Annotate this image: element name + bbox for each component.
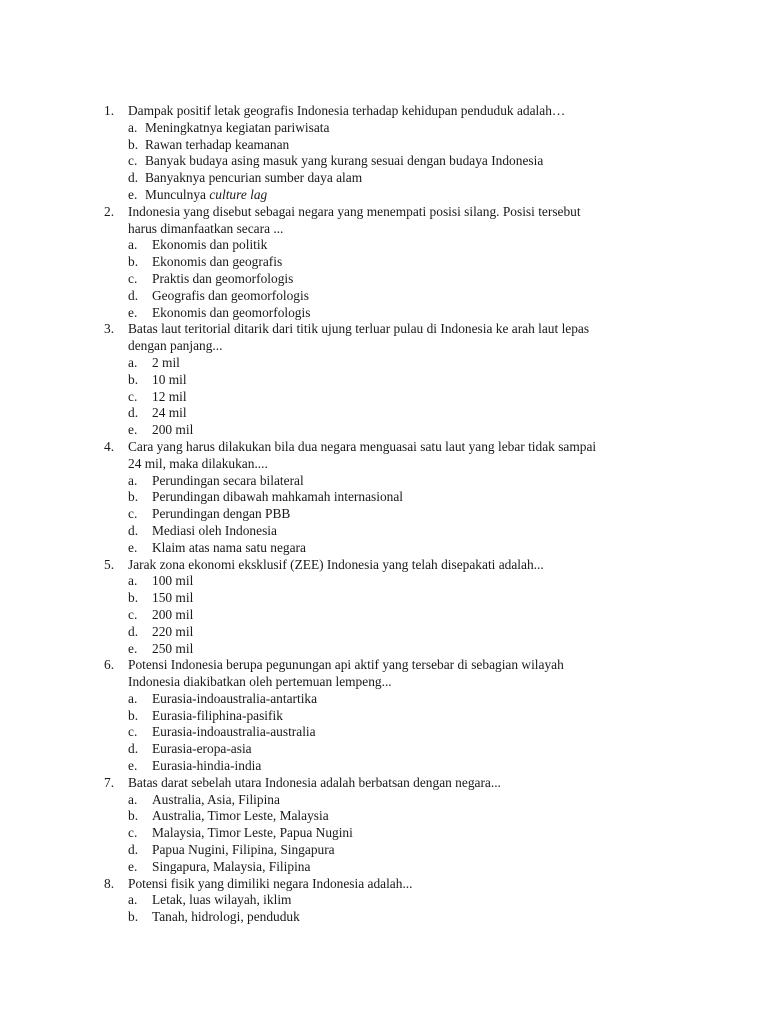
question-line — [0, 221, 768, 238]
option-letter: b. — [128, 254, 139, 270]
option-text — [145, 170, 362, 187]
question-text: Potensi Indonesia berupa pegunungan api aktif yang tersebar di sebagian wilayah — [128, 657, 564, 673]
option-text — [152, 758, 261, 775]
question-item — [0, 439, 768, 557]
question-text: Indonesia yang disebut sebagai negara yang menempati posisi silang. Posisi tersebut — [128, 203, 581, 219]
option-text — [152, 708, 283, 725]
option-text — [152, 691, 317, 708]
answer-option — [0, 792, 768, 809]
question-number: 8. — [104, 875, 115, 891]
answer-option — [0, 607, 768, 624]
option-text-main: Papua Nugini, Filipina, Singapura — [152, 842, 335, 858]
answer-option — [0, 254, 768, 271]
option-letter: a. — [128, 791, 138, 807]
option-text-main: Perundingan dibawah mahkamah internasional — [152, 489, 404, 505]
option-text-main: Eurasia-filiphina-pasifik — [152, 707, 283, 723]
option-text-main: Banyaknya pencurian sumber daya alam — [145, 170, 363, 186]
option-text — [152, 859, 310, 876]
option-text-main: 12 mil — [152, 388, 187, 404]
answer-option — [0, 909, 768, 926]
option-letter: a. — [128, 119, 138, 135]
question-text: Batas darat sebelah utara Indonesia adalah berbatsan dengan negara... — [128, 774, 501, 790]
option-letter: a. — [128, 354, 138, 370]
option-letter: b. — [128, 590, 139, 606]
question-number: 6. — [104, 657, 115, 673]
question-line — [0, 657, 768, 674]
option-letter: c. — [128, 724, 138, 740]
option-letter: b. — [128, 136, 139, 152]
option-letter: d. — [128, 170, 139, 186]
option-text — [145, 153, 543, 170]
option-text-main: Munculnya — [145, 186, 210, 202]
option-text — [152, 405, 187, 422]
option-text-main: Ekonomis dan politik — [152, 237, 268, 253]
option-text — [152, 741, 252, 758]
option-text — [152, 808, 329, 825]
option-text-main: Meningkatnya kegiatan pariwisata — [145, 119, 330, 135]
option-letter: e. — [128, 186, 138, 202]
option-text — [152, 909, 300, 926]
question-number: 3. — [104, 321, 115, 337]
answer-option — [0, 422, 768, 439]
option-text-main: 24 mil — [152, 405, 187, 421]
option-text-main: 250 mil — [152, 640, 194, 656]
answer-option — [0, 506, 768, 523]
option-text-main: Eurasia-hindia-india — [152, 758, 262, 774]
question-text: Indonesia diakibatkan oleh pertemuan lempeng... — [128, 674, 392, 690]
option-text — [152, 724, 316, 741]
answer-option — [0, 758, 768, 775]
answer-option — [0, 590, 768, 607]
option-text — [152, 607, 193, 624]
answer-option — [0, 842, 768, 859]
option-letter: d. — [128, 741, 139, 757]
option-letter: c. — [128, 506, 138, 522]
question-text: Potensi fisik yang dimiliki negara Indonesia adalah... — [128, 875, 413, 891]
option-text-main: 150 mil — [152, 590, 194, 606]
question-number: 4. — [104, 438, 115, 454]
option-letter: d. — [128, 623, 139, 639]
question-item — [0, 103, 768, 204]
option-text — [152, 506, 290, 523]
option-text — [152, 389, 187, 406]
option-text — [152, 540, 306, 557]
option-text-main: 10 mil — [152, 371, 187, 387]
question-item — [0, 321, 768, 439]
option-letter: e. — [128, 304, 138, 320]
answer-option — [0, 355, 768, 372]
question-number: 1. — [104, 103, 115, 118]
option-letter: c. — [128, 606, 138, 622]
option-text — [152, 254, 282, 271]
option-text — [145, 137, 289, 154]
option-text-main: Perundingan dengan PBB — [152, 506, 291, 522]
question-item — [0, 557, 768, 658]
option-letter: b. — [128, 371, 139, 387]
option-text — [152, 825, 353, 842]
option-letter: b. — [128, 808, 139, 824]
answer-option — [0, 489, 768, 506]
option-letter: c. — [128, 153, 138, 169]
option-letter: b. — [128, 489, 139, 505]
option-text — [145, 187, 267, 204]
option-text-main: Geografis dan geomorfologis — [152, 287, 309, 303]
option-letter: d. — [128, 405, 139, 421]
option-letter: c. — [128, 270, 138, 286]
question-line — [0, 204, 768, 221]
option-text-main: 2 mil — [152, 354, 180, 370]
question-text: Cara yang harus dilakukan bila dua negara menguasai satu laut yang lebar tidak sampai — [128, 438, 597, 454]
option-text-main: Banyak budaya asing masuk yang kurang sesuai dengan budaya Indonesia — [145, 153, 544, 169]
option-text — [152, 422, 193, 439]
option-letter: d. — [128, 842, 139, 858]
option-text-main: Tanah, hidrologi, penduduk — [152, 909, 300, 925]
answer-option — [0, 892, 768, 909]
answer-option — [0, 825, 768, 842]
option-letter: a. — [128, 892, 138, 908]
question-text: Jarak zona ekonomi eksklusif (ZEE) Indonesia yang telah disepakati adalah... — [128, 556, 544, 572]
option-letter: e. — [128, 858, 138, 874]
option-text — [152, 237, 267, 254]
question-item — [0, 876, 768, 926]
option-text-main: Klaim atas nama satu negara — [152, 539, 306, 555]
option-text — [152, 523, 277, 540]
answer-option — [0, 120, 768, 137]
option-letter: a. — [128, 237, 138, 253]
option-text — [152, 271, 293, 288]
option-text — [152, 473, 304, 490]
option-letter: b. — [128, 707, 139, 723]
worksheet-page — [0, 103, 768, 926]
question-text: dengan panjang... — [128, 338, 223, 354]
answer-option — [0, 724, 768, 741]
option-letter: a. — [128, 472, 138, 488]
option-text — [152, 288, 309, 305]
answer-option — [0, 137, 768, 154]
option-text — [152, 573, 193, 590]
option-text — [152, 489, 403, 506]
question-line — [0, 557, 768, 574]
option-letter: a. — [128, 573, 138, 589]
question-number: 5. — [104, 556, 115, 572]
option-letter: b. — [128, 909, 139, 925]
question-text: Dampak positif letak geografis Indonesia terhadap kehidupan penduduk adalah… — [128, 103, 566, 118]
answer-option — [0, 237, 768, 254]
option-letter: c. — [128, 388, 138, 404]
question-line — [0, 439, 768, 456]
option-letter: c. — [128, 825, 138, 841]
question-text: Batas laut teritorial ditarik dari titik ujung terluar pulau di Indonesia ke arah laut lepas — [128, 321, 590, 337]
option-letter: d. — [128, 287, 139, 303]
option-text-main: Malaysia, Timor Leste, Papua Nugini — [152, 825, 353, 841]
option-text — [152, 842, 335, 859]
option-text-main: Eurasia-indoaustralia-australia — [152, 724, 316, 740]
option-text — [152, 624, 193, 641]
answer-option — [0, 271, 768, 288]
question-text: harus dimanfaatkan secara ... — [128, 220, 284, 236]
option-text-main: Letak, luas wilayah, iklim — [152, 892, 292, 908]
question-item — [0, 775, 768, 876]
question-number: 2. — [104, 203, 115, 219]
option-text — [152, 792, 280, 809]
question-line — [0, 674, 768, 691]
option-letter: e. — [128, 539, 138, 555]
option-text-main: 200 mil — [152, 422, 194, 438]
question-item — [0, 204, 768, 322]
option-text-main: Perundingan secara bilateral — [152, 472, 304, 488]
option-letter: e. — [128, 640, 138, 656]
answer-option — [0, 473, 768, 490]
answer-option — [0, 523, 768, 540]
option-letter: e. — [128, 422, 138, 438]
answer-option — [0, 708, 768, 725]
option-text-main: Rawan terhadap keamanan — [145, 136, 290, 152]
option-letter: a. — [128, 690, 138, 706]
option-text-main: Eurasia-eropa-asia — [152, 741, 252, 757]
question-item — [0, 657, 768, 775]
option-text — [152, 372, 187, 389]
answer-option — [0, 170, 768, 187]
answer-option — [0, 573, 768, 590]
answer-option — [0, 288, 768, 305]
option-text-main: 100 mil — [152, 573, 194, 589]
answer-option — [0, 372, 768, 389]
option-letter: e. — [128, 758, 138, 774]
option-text — [152, 641, 193, 658]
answer-option — [0, 187, 768, 204]
question-number: 7. — [104, 774, 115, 790]
option-text-main: 220 mil — [152, 623, 194, 639]
question-line — [0, 456, 768, 473]
question-line — [0, 876, 768, 893]
option-text-main: Singapura, Malaysia, Filipina — [152, 858, 311, 874]
question-line — [0, 103, 768, 120]
option-text-italic: culture lag — [209, 186, 268, 202]
answer-option — [0, 624, 768, 641]
answer-option — [0, 405, 768, 422]
answer-option — [0, 741, 768, 758]
option-text-main: Ekonomis dan geomorfologis — [152, 304, 311, 320]
option-text — [152, 355, 180, 372]
option-text-main: Ekonomis dan geografis — [152, 254, 283, 270]
option-text — [152, 305, 310, 322]
option-text-main: Eurasia-indoaustralia-antartika — [152, 690, 318, 706]
answer-option — [0, 641, 768, 658]
option-text — [145, 120, 329, 137]
answer-option — [0, 389, 768, 406]
option-text-main: Praktis dan geomorfologis — [152, 270, 294, 286]
question-line — [0, 338, 768, 355]
answer-option — [0, 691, 768, 708]
answer-option — [0, 305, 768, 322]
option-text — [152, 892, 291, 909]
option-text-main: Australia, Timor Leste, Malaysia — [152, 808, 329, 824]
answer-option — [0, 808, 768, 825]
answer-option — [0, 153, 768, 170]
question-text: 24 mil, maka dilakukan.... — [128, 455, 268, 471]
question-line — [0, 321, 768, 338]
answer-option — [0, 540, 768, 557]
question-line — [0, 775, 768, 792]
option-letter: d. — [128, 522, 139, 538]
option-text-main: 200 mil — [152, 606, 194, 622]
option-text-main: Australia, Asia, Filipina — [152, 791, 280, 807]
option-text-main: Mediasi oleh Indonesia — [152, 522, 277, 538]
option-text — [152, 590, 193, 607]
answer-option — [0, 859, 768, 876]
